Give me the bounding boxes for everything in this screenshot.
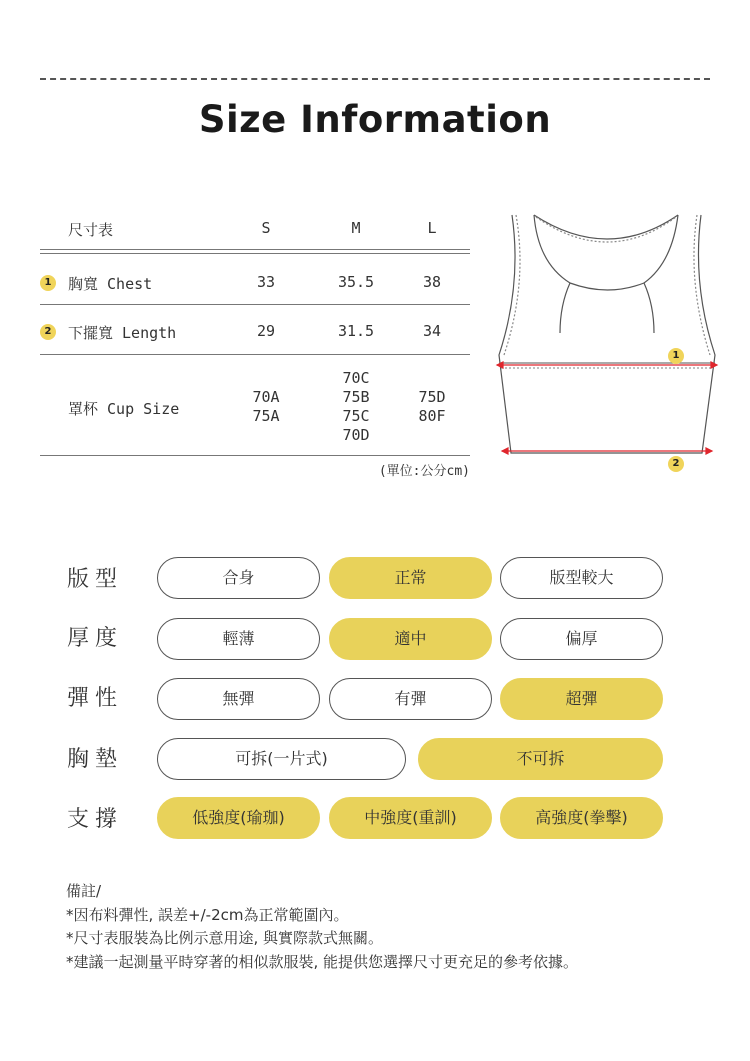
value-s: 29 — [256, 322, 276, 340]
option-padding-fixed: 不可拆 — [418, 738, 663, 780]
row-label: 罩杯 Cup Size — [68, 400, 180, 418]
row-label: 胸寬 Chest — [68, 275, 153, 293]
value-m: 35.5 — [337, 273, 375, 291]
row-rule — [40, 455, 470, 456]
option-stretch-super: 超彈 — [500, 678, 663, 720]
dashed-divider — [40, 78, 710, 80]
unit-note: (單位:公分cm) — [378, 464, 470, 479]
option-stretch-none: 無彈 — [157, 678, 320, 720]
attr-label-support: 支撐 — [67, 807, 124, 832]
marker-2-icon: 2 — [40, 324, 56, 340]
notes — [66, 880, 578, 974]
attr-label-thickness: 厚度 — [67, 626, 124, 651]
value-m: 31.5 — [337, 322, 375, 340]
header-s: S — [261, 219, 271, 237]
option-padding-removable: 可拆(一片式) — [157, 738, 406, 780]
value-s: 70A 75A — [252, 388, 280, 425]
option-stretch-some: 有彈 — [329, 678, 492, 720]
option-fit-loose: 版型較大 — [500, 557, 663, 599]
header-m: M — [351, 219, 361, 237]
header-l: L — [427, 219, 437, 237]
bra-outline-icon — [488, 205, 728, 465]
option-support-medium: 中強度(重訓) — [329, 797, 492, 839]
sports-bra-diagram — [488, 205, 728, 469]
row-rule — [40, 354, 470, 355]
notes-title: 備註/ — [66, 882, 102, 900]
header-rule — [40, 249, 470, 250]
value-l: 34 — [422, 322, 442, 340]
note-line: *建議一起測量平時穿著的相似款服裝, 能提供您選擇尺寸更充足的參考依據。 — [66, 952, 579, 971]
option-thickness-thin: 輕薄 — [157, 618, 320, 660]
note-line: *因布料彈性, 誤差+/-2cm為正常範圍內。 — [66, 905, 349, 924]
header-rule-2 — [40, 253, 470, 254]
option-support-low: 低強度(瑜珈) — [157, 797, 320, 839]
marker-1-icon: 1 — [40, 275, 56, 291]
option-thickness-thick: 偏厚 — [500, 618, 663, 660]
value-m: 70C 75B 75C 70D — [342, 369, 370, 444]
option-fit-slim: 合身 — [157, 557, 320, 599]
option-fit-regular: 正常 — [329, 557, 492, 599]
attr-label-stretch: 彈性 — [67, 686, 124, 711]
attr-label-fit: 版型 — [67, 567, 124, 592]
row-label: 下擺寬 Length — [68, 324, 177, 342]
value-s: 33 — [256, 273, 276, 291]
marker-2-icon: 2 — [668, 456, 684, 472]
option-support-high: 高強度(拳擊) — [500, 797, 663, 839]
value-l: 38 — [422, 273, 442, 291]
page-title: Size Information — [198, 98, 552, 141]
option-thickness-medium: 適中 — [329, 618, 492, 660]
value-l: 75D 80F — [418, 388, 446, 425]
marker-1-icon: 1 — [668, 348, 684, 364]
header-label: 尺寸表 — [68, 221, 114, 239]
note-line: *尺寸表服裝為比例示意用途, 與實際款式無關。 — [66, 929, 384, 947]
row-rule — [40, 304, 470, 305]
attr-label-padding: 胸墊 — [67, 747, 124, 772]
